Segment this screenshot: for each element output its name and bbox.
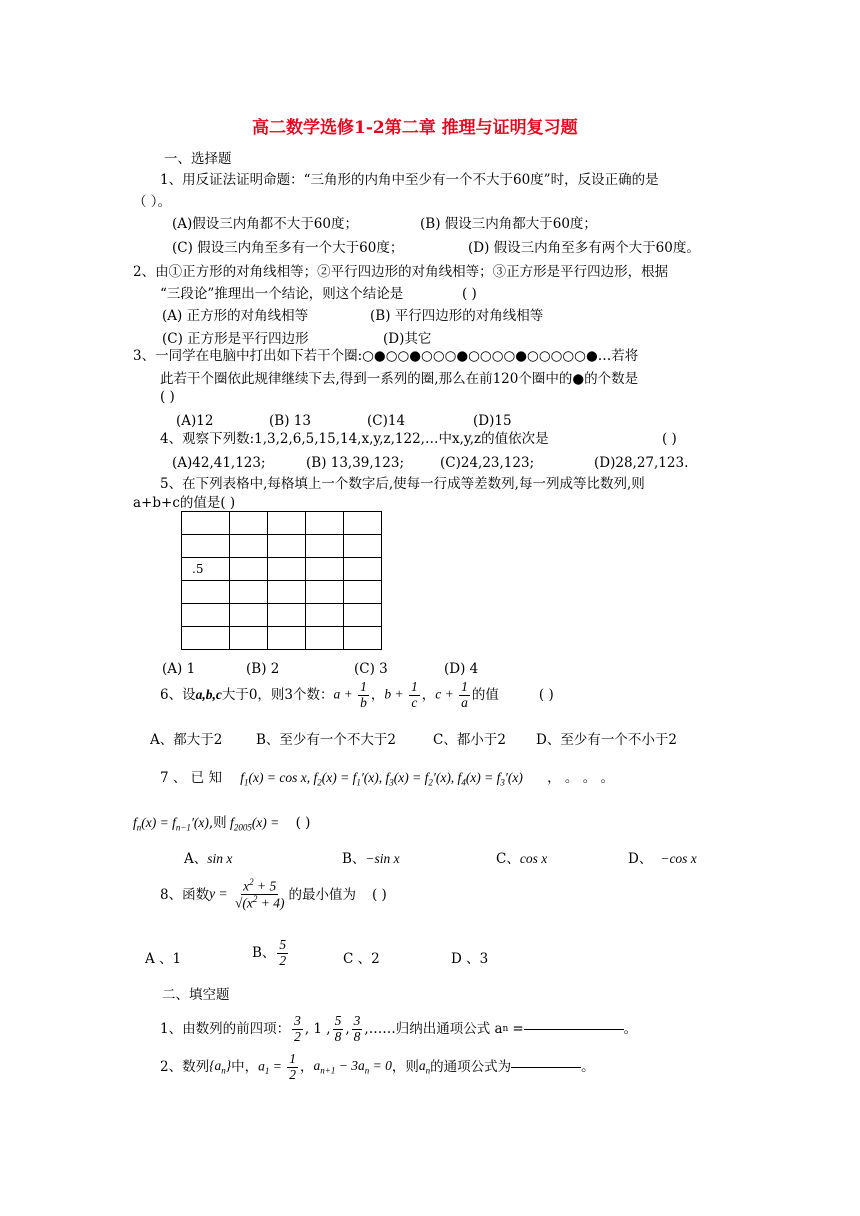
q8-suffix: 的最小值为 [288, 886, 356, 903]
q5-option-a: (A) 1 [162, 661, 196, 677]
q8-option-d: D 、3 [451, 951, 489, 967]
q7-option-c [496, 851, 547, 867]
q6-option-c: C、都小于2 [433, 732, 506, 748]
f2-cond2: ，则 [391, 1059, 419, 1076]
f2-end: 。 [581, 1059, 595, 1076]
q8-option-b-label: B、 [252, 945, 276, 962]
q7-recurrence: $f_n(x) = f_{n-1}'(x)$ [133, 815, 209, 833]
page-title: 高二数学选修1-2第二章 推理与证明复习题 [252, 118, 578, 138]
f1-term4: $\frac{3}{8}$ [353, 1013, 361, 1044]
q8-prefix: 8、函数 [160, 886, 210, 903]
f2-stem: 2、数列 $\{a_n\}$ 中， $a_1$ = $\frac{1}{2}$ ， $a_{n+1} - 3a_n = 0$ ，则 $a_n$ 的通项公式为 。 [160, 1051, 595, 1082]
q7-option-c-label: C、 [496, 851, 520, 867]
q7-option-b-label: B、 [342, 851, 366, 867]
q5-option-b: (B) 2 [246, 661, 280, 677]
f1-term3: $\frac{5}{8}$ [334, 1013, 342, 1044]
q3-option-a: (A)12 [176, 413, 214, 429]
q3-option-d: (D)15 [473, 413, 512, 429]
f2-mid: 中， [231, 1059, 259, 1076]
q7-option-c-value: cos x [519, 851, 548, 866]
q1-option-b: (B) 假设三内角都大于60度； [420, 216, 597, 232]
f1-term1: $\frac{3}{2}$ [294, 1013, 301, 1044]
q6-expr1: a + $\frac{1}{b}$ [333, 679, 367, 710]
f1-end: 。 [623, 1021, 638, 1038]
q8-option-b-value: $\frac{5}{2}$ [279, 937, 287, 968]
q7-answer-paren: ( ) [295, 815, 311, 831]
q2-answer-paren: ( ) [462, 286, 477, 302]
q6-suffix: 的值 [471, 687, 499, 704]
q6-prefix: 6、设 [160, 687, 196, 704]
q4-option-a: (A)42,41,123; [172, 455, 266, 471]
f2-prefix: 2、数列 [160, 1059, 210, 1076]
q2-option-c: (C) 正方形是平行四边形 [162, 331, 309, 347]
q5-stem-cont: a+b+c的值是( ) [133, 495, 236, 511]
q1-option-c: (C) 假设三内角至多有一个大于60度； [172, 240, 404, 256]
q5-option-d: (D) 4 [444, 661, 479, 677]
q7-condition [133, 815, 310, 833]
q2-stem: 2、由①正方形的对角线相等；②平行四边形的对角线相等；③正方形是平行四边形，根据 [133, 264, 669, 280]
section-fill-heading: 二、填空题 [162, 987, 230, 1003]
f1-prefix: 1、由数列的前四项： [160, 1021, 291, 1038]
q6-mid: 大于0，则3个数： [221, 687, 334, 704]
q7-option-d [628, 851, 697, 867]
q8-option-a: A 、1 [145, 951, 182, 967]
q7-option-a-label: A、 [184, 851, 208, 867]
q3-option-c: (C)14 [367, 413, 406, 429]
q3-answer-paren: ( ) [160, 389, 175, 405]
q7-prefix: 7 、 已 知 [160, 770, 222, 786]
q2-option-a: (A) 正方形的对角线相等 [162, 308, 309, 324]
number-grid-table [181, 511, 382, 650]
q4-stem: 4、观察下列数:1,3,2,6,5,15,14,x,y,z,122,…中x,y,z的值依次是 [160, 431, 549, 447]
f2-suffix: 的通项公式为 [430, 1059, 512, 1076]
q8-function: y = $\frac{x^2 + 5}{√(x^2 + 4)}$ [209, 877, 285, 911]
q1-option-a: (A)假设三内角都不大于60度； [172, 216, 358, 232]
q6-stem: 6、设 a,b,c 大于0，则3个数： a + $\frac{1}{b}$ ， b + $\frac{1}{c}$ ， c + $\frac{1}{a}$ 的值 ( ) [160, 679, 554, 710]
q3-option-b: (B) 13 [269, 413, 311, 429]
section-choice-heading: 一、选择题 [164, 151, 232, 167]
f2-answer-blank[interactable] [511, 1067, 581, 1068]
q2-option-b: (B) 平行四边形的对角线相等 [370, 308, 544, 324]
q4-option-b: (B) 13,39,123; [306, 455, 405, 471]
q6-option-d: D、至少有一个不小于2 [536, 732, 677, 748]
q7-option-b-value: −sin x [365, 851, 400, 866]
q3-stem: 3、一同学在电脑中打出如下若干个圈:○●○○●○○○●○○○○●○○○○○●…若将 [133, 348, 639, 364]
q4-option-d: (D)28,27,123. [594, 455, 689, 471]
q7-target: $f_{2005}(x)$ = [226, 815, 280, 833]
q7-option-d-label: D、 [628, 851, 653, 867]
q8-stem [160, 878, 387, 912]
q2-option-d: (D)其它 [383, 331, 432, 347]
q4-answer-paren: ( ) [662, 431, 677, 447]
f2-a1: $a_1$ = $\frac{1}{2}$ [258, 1051, 297, 1082]
q7-cond-text: ,则 [208, 815, 227, 831]
q7-definition: $f_1(x) = \cos x$, $f_2(x) = f_1'(x)$, $f_3(x) = f_2'(x)$, $f_4(x) = f_3'(x)$ [240, 770, 523, 788]
q5-option-c: (C) 3 [354, 661, 388, 677]
grid-cell-value: .5 [182, 558, 230, 581]
f2-an: $a_n$ [418, 1058, 431, 1076]
q1-option-d: (D) 假设三内角至多有两个大于60度。 [468, 240, 700, 256]
q1-stem: 1、用反证法证明命题：“三角形的内角中至少有一个不大于60度”时，反设正确的是 [160, 172, 659, 188]
q7-option-a [184, 851, 232, 867]
f1-suffix: ,……归纳出通项公式 a [364, 1021, 503, 1038]
q8-option-c: C 、2 [343, 951, 380, 967]
q8-answer-paren: ( ) [371, 886, 387, 903]
q6-answer-paren: ( ) [538, 687, 554, 704]
q7-option-d-value: −cos x [660, 851, 697, 866]
q3-stem-cont: 此若干个圈依此规律继续下去,得到一系列的圈,那么在前120个圈中的●的个数是 [160, 371, 639, 387]
q6-option-b: B、至少有一个不大于2 [256, 732, 397, 748]
f2-sequence: $\{a_n\}$ [209, 1058, 232, 1076]
q4-option-c: (C)24,23,123; [440, 455, 535, 471]
q6-expr2: b + $\frac{1}{c}$ [384, 679, 418, 710]
q5-stem: 5、在下列表格中,每格填上一个数字后,使每一行成等差数列,每一列成等比数列,则 [160, 476, 645, 492]
q8-option-b [252, 938, 290, 969]
f1-eq: = [512, 1021, 524, 1038]
f2-recurrence: $a_{n+1} - 3a_n = 0$ [313, 1058, 392, 1076]
q7-stem [160, 770, 614, 788]
q7-option-a-value: sin x [207, 851, 233, 866]
q6-vars: a,b,c [195, 687, 222, 703]
q1-stem-cont: （ ）。 [133, 194, 172, 210]
q7-option-b [342, 851, 400, 867]
q6-option-a: A、都大于2 [150, 732, 223, 748]
q6-expr3: c + $\frac{1}{a}$ [435, 679, 468, 710]
f1-answer-blank[interactable] [524, 1029, 624, 1030]
q2-stem-cont: “三段论”推理出一个结论，则这个结论是 [160, 286, 404, 302]
q7-dots: ， 。 。 。 [547, 770, 615, 786]
f1-stem: 1、由数列的前四项： $\frac{3}{2}$ , 1 , $\frac{5}{8}$ , $\frac{3}{8}$ ,……归纳出通项公式 a n = 。 [160, 1013, 638, 1044]
